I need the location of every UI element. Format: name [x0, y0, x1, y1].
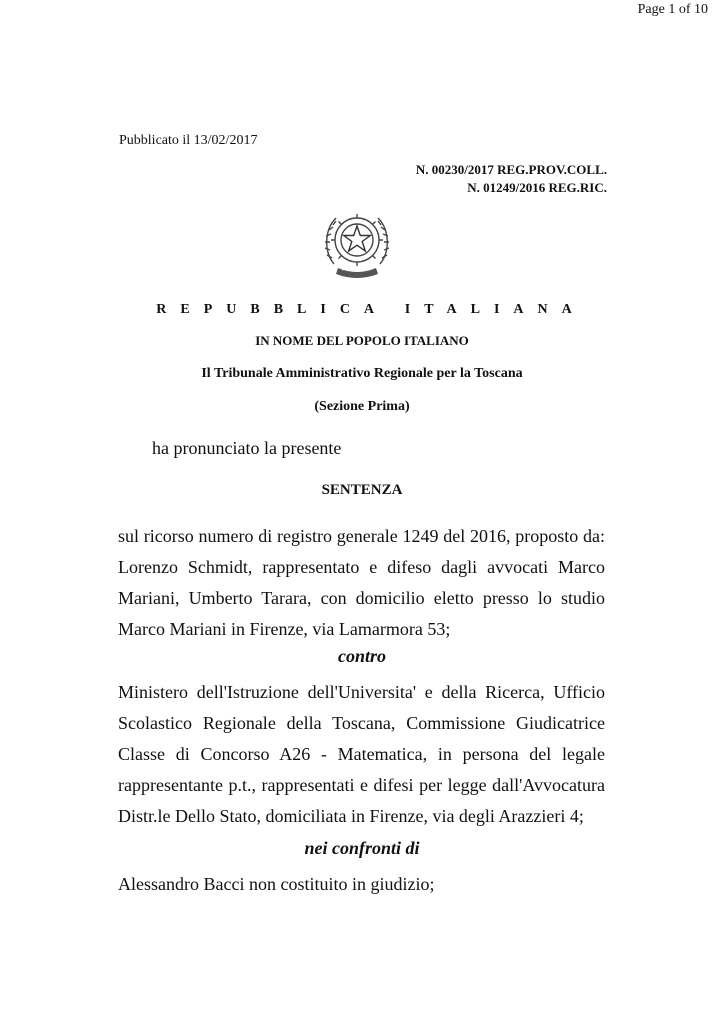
reg-prov-coll-number: N. 00230/2017 REG.PROV.COLL.: [415, 162, 607, 177]
reg-ric-number: N. 01249/2016 REG.RIC.: [467, 180, 607, 195]
ricorso-paragraph: [118, 521, 605, 645]
italian-republic-emblem-icon: [320, 202, 394, 280]
text-line: sul ricorso numero di registro generale 1249 del 2016, proposto da:: [118, 526, 605, 546]
sentenza-heading: SENTENZA: [321, 482, 403, 498]
text-line: Alessandro Bacci non costituito in giudizio;: [118, 874, 435, 894]
nei-confronti-heading: nei confronti di: [304, 838, 420, 858]
page-indicator: Page 1 of 10: [637, 2, 708, 17]
in-nome-heading: IN NOME DEL POPOLO ITALIANO: [255, 333, 469, 348]
confronti-paragraph: [118, 869, 605, 900]
text-line: Ministero dell'Istruzione dell'Universita' e della Ricerca, Ufficio: [118, 682, 605, 702]
text-line: rappresentante p.t., rappresentati e difesi per legge dall'Avvocatura: [118, 775, 605, 795]
text-line: Scolastico Regionale della Toscana, Commissione Giudicatrice: [118, 713, 605, 733]
sezione-heading: (Sezione Prima): [314, 399, 410, 414]
tribunale-heading: Il Tribunale Amministrativo Regionale per la Toscana: [201, 366, 523, 381]
republic-heading: REPUBBLICA ITALIANA: [156, 302, 586, 317]
publication-date: Pubblicato il 13/02/2017: [119, 133, 258, 148]
text-line: Mariani, Umberto Tarara, con domicilio eletto presso lo studio: [118, 588, 605, 608]
text-line: Lorenzo Schmidt, rappresentato e difeso dagli avvocati Marco: [118, 557, 605, 577]
text-line: Marco Mariani in Firenze, via Lamarmora 53;: [118, 619, 451, 639]
contro-heading: contro: [337, 646, 386, 666]
pronunciato-line: ha pronunciato la presente: [152, 438, 342, 458]
text-line: Classe di Concorso A26 - Matematica, in persona del legale: [118, 744, 605, 764]
text-line: Distr.le Dello Stato, domiciliata in Firenze, via degli Arazzieri 4;: [118, 806, 584, 826]
contro-paragraph: [118, 677, 605, 832]
